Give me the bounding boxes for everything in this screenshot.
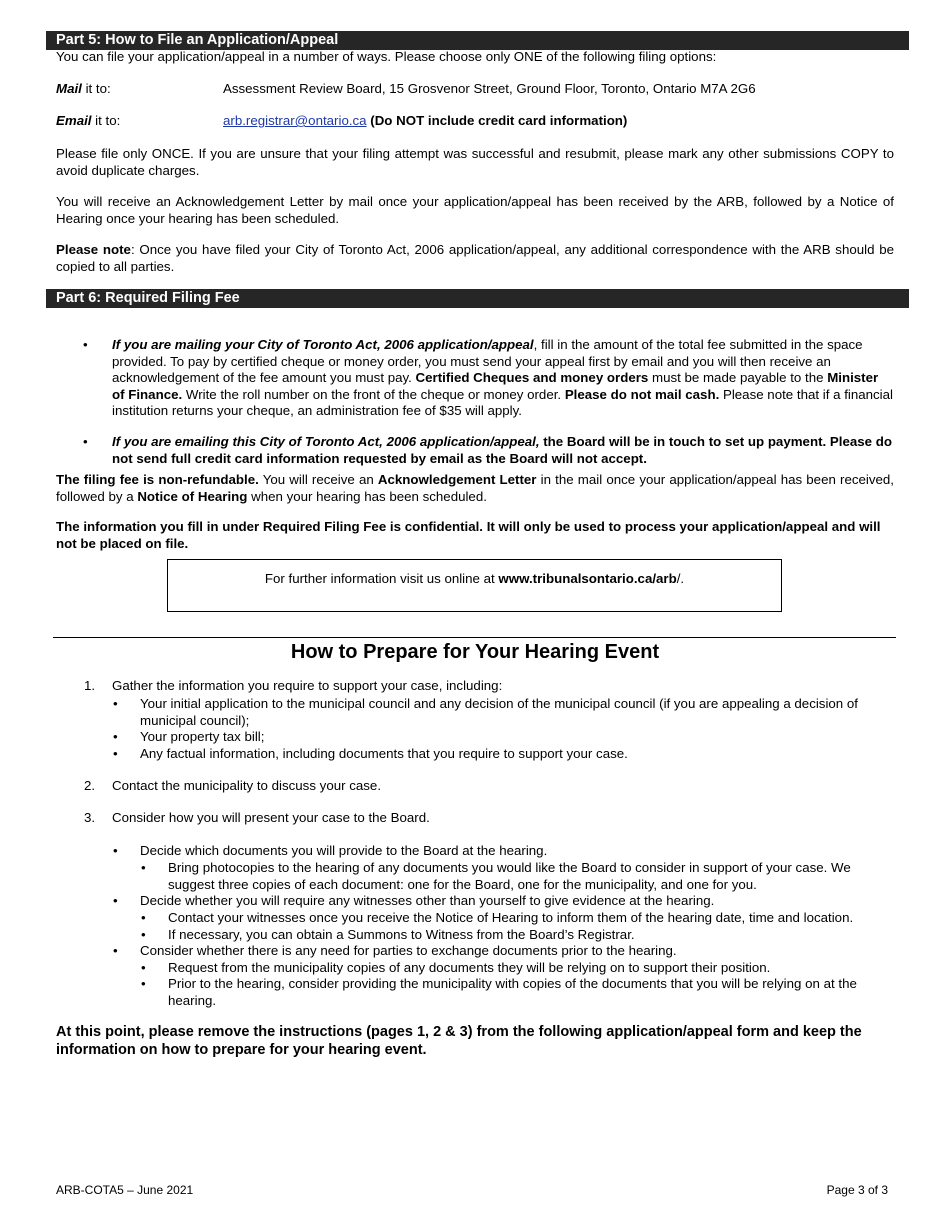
email-label: Email it to: bbox=[56, 113, 121, 128]
item3-sub-bullet: Prior to the hearing, consider providing the municipality with copies of the documents that you will be relying on at the hearing. bbox=[168, 976, 857, 1008]
page-number: Page 3 of 3 bbox=[826, 1183, 888, 1197]
bullet-icon: • bbox=[113, 746, 118, 761]
closing-instruction: At this point, please remove the instructions (pages 1, 2 & 3) from the following application/appeal form and keep the information on how to prepare for your hearing event. bbox=[56, 1024, 862, 1058]
fee-bullet-emailing-text: If you are emailing this City of Toronto Act, 2006 application/appeal, the Board will be in touch to set up payment. Please do not send full credit card information requested by email as the Board will not accept. bbox=[112, 434, 892, 466]
item1-bullet: Your property tax bill; bbox=[140, 729, 265, 744]
please-note-text: Please note: Once you have filed your City of Toronto Act, 2006 application/appeal, any additional correspondence with the ARB should be copied to all parties. bbox=[56, 242, 894, 274]
prepare-item-1: Gather the information you require to support your case, including: bbox=[112, 678, 503, 693]
part6-heading: Part 6: Required Filing Fee bbox=[46, 289, 909, 308]
item3-sub-bullet: Bring photocopies to the hearing of any documents you would like the Board to consider in support of your case. We suggest three copies of each document: one for the Board, one for the municipality, and one for you. bbox=[168, 860, 851, 892]
prepare-title: How to Prepare for Your Hearing Event bbox=[290, 641, 660, 663]
bullet-icon: • bbox=[141, 910, 146, 925]
bullet-icon: • bbox=[113, 843, 118, 858]
bullet-icon: • bbox=[83, 337, 88, 352]
item1-bullet: Your initial application to the municipal council and any decision of the municipal council (if you are appealing a decision of municipal council); bbox=[140, 696, 858, 728]
email-link[interactable]: arb.registrar@ontario.ca bbox=[223, 113, 367, 128]
item3-bullet: Decide whether you will require any witnesses other than yourself to give evidence at the hearing. bbox=[140, 893, 715, 908]
bullet-icon: • bbox=[113, 893, 118, 908]
mail-label: Mail it to: bbox=[56, 81, 111, 96]
file-once-text: Please file only ONCE. If you are unsure that your filing attempt was successful and resubmit, please mark any other submissions COPY to avoid duplicate charges. bbox=[56, 146, 894, 178]
item3-bullet: Consider whether there is any need for parties to exchange documents prior to the hearing. bbox=[140, 943, 677, 958]
item-number: 3. bbox=[84, 810, 96, 825]
website-link[interactable]: www.tribunalsontario.ca/arb bbox=[498, 571, 677, 586]
fee-bullet-mailing-text: If you are mailing your City of Toronto Act, 2006 application/appeal, fill in the amount of the total fee submitted in the space provided. To pay by certified cheque or money order, you must send your appeal first by email and you will then receive an acknowledgement of the fee amount you must pay. Certified Cheques and money orders must be made payable to the Minister of Finance. Write the roll number on the front of the cheque or money order. Please do not mail cash. Please note that if a financial institution returns your cheque, an administration fee of $35 will apply. bbox=[112, 337, 893, 418]
part5-heading: Part 5: How to File an Application/Appeal bbox=[46, 31, 909, 50]
bullet-icon: • bbox=[113, 943, 118, 958]
non-refundable-text: The filing fee is non-refundable. You will receive an Acknowledgement Letter in the mail once your application/appeal has been received, followed by a Notice of Hearing when your hearing has been scheduled. bbox=[56, 472, 894, 504]
mail-address: Assessment Review Board, 15 Grosvenor Street, Ground Floor, Toronto, Ontario M7A 2G6 bbox=[223, 81, 756, 96]
prepare-item-3: Consider how you will present your case to the Board. bbox=[112, 810, 430, 825]
item3-bullet: Decide which documents you will provide to the Board at the hearing. bbox=[140, 843, 548, 858]
bullet-icon: • bbox=[141, 927, 146, 942]
item3-sub-bullet: Request from the municipality copies of any documents they will be relying on to support their position. bbox=[168, 960, 771, 975]
bullet-icon: • bbox=[113, 696, 118, 711]
acknowledgement-text: You will receive an Acknowledgement Letter by mail once your application/appeal has been received by the ARB, followed by a Notice of Hearing once your hearing has been scheduled. bbox=[56, 194, 894, 226]
bullet-icon: • bbox=[141, 960, 146, 975]
part5-intro: You can file your application/appeal in a number of ways. Please choose only ONE of the following filing options: bbox=[56, 49, 717, 64]
bullet-icon: • bbox=[141, 860, 146, 875]
bullet-icon: • bbox=[113, 729, 118, 744]
email-note: (Do NOT include credit card information) bbox=[366, 113, 628, 128]
item3-sub-bullet: Contact your witnesses once you receive the Notice of Hearing to inform them of the hearing date, time and location. bbox=[168, 910, 854, 925]
prepare-item-2: Contact the municipality to discuss your case. bbox=[112, 778, 382, 793]
bullet-icon: • bbox=[83, 434, 88, 449]
item-number: 1. bbox=[84, 678, 96, 693]
item3-sub-bullet: If necessary, you can obtain a Summons to Witness from the Board’s Registrar. bbox=[168, 927, 635, 942]
item-number: 2. bbox=[84, 778, 96, 793]
email-value bbox=[223, 113, 627, 130]
item1-bullet: Any factual information, including documents that you require to support your case. bbox=[140, 746, 628, 761]
confidential-text: The information you fill in under Required Filing Fee is confidential. It will only be used to process your application/appeal and will not be placed on file. bbox=[56, 519, 881, 551]
info-box: For further information visit us online at www.tribunalsontario.ca/arb/. bbox=[167, 559, 782, 612]
form-id: ARB-COTA5 – June 2021 bbox=[56, 1183, 194, 1197]
section-divider bbox=[53, 637, 896, 638]
bullet-icon: • bbox=[141, 976, 146, 991]
